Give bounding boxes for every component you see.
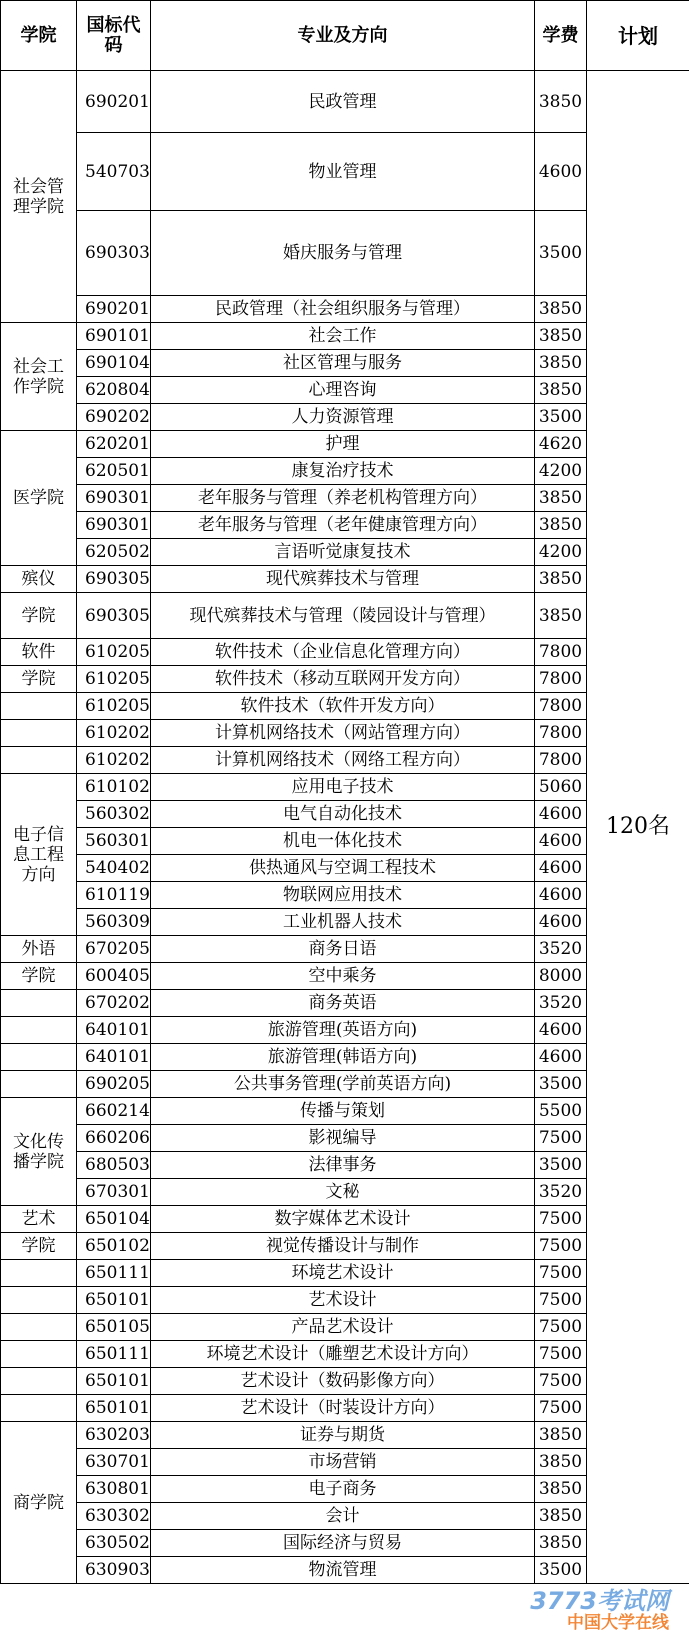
major-cell: 言语听觉康复技术 (151, 539, 535, 566)
header-plan: 计划 (587, 1, 689, 71)
fee-cell: 3850 (535, 71, 587, 133)
major-cell: 视觉传播设计与制作 (151, 1233, 535, 1260)
table-row (1, 593, 689, 639)
major-cell: 物流管理 (151, 1557, 535, 1584)
code-cell: 630502 (77, 1530, 151, 1557)
code-cell: 650105 (77, 1314, 151, 1341)
table-row (1, 963, 689, 990)
fee-cell: 7800 (535, 720, 587, 747)
code-cell: 650101 (77, 1395, 151, 1422)
fee-cell: 3850 (535, 1503, 587, 1530)
school-cell: 社会工作学院 (1, 323, 77, 431)
code-cell: 630302 (77, 1503, 151, 1530)
fee-cell: 7800 (535, 666, 587, 693)
school-cell: 艺术 (1, 1206, 77, 1233)
code-cell: 690305 (77, 593, 151, 639)
major-cell: 社会工作 (151, 323, 535, 350)
school-cell (1, 990, 77, 1017)
fee-cell: 4600 (535, 801, 587, 828)
major-cell: 空中乘务 (151, 963, 535, 990)
plan-total-cell: 120名 (587, 71, 689, 1584)
major-cell: 软件技术（软件开发方向） (151, 693, 535, 720)
table-row (1, 882, 689, 909)
fee-cell: 3520 (535, 936, 587, 963)
table-row (1, 1071, 689, 1098)
school-cell: 软件 (1, 639, 77, 666)
code-cell: 690301 (77, 512, 151, 539)
fee-cell: 3850 (535, 1530, 587, 1557)
table-row (1, 1125, 689, 1152)
major-cell: 护理 (151, 431, 535, 458)
major-cell: 民政管理（社会组织服务与管理） (151, 296, 535, 323)
school-cell (1, 1314, 77, 1341)
fee-cell: 7500 (535, 1125, 587, 1152)
code-cell: 690201 (77, 296, 151, 323)
fee-cell: 4600 (535, 1017, 587, 1044)
major-cell: 软件技术（移动互联网开发方向） (151, 666, 535, 693)
school-cell: 文化传播学院 (1, 1098, 77, 1206)
table-row (1, 1260, 689, 1287)
fee-cell: 4600 (535, 133, 587, 211)
major-cell: 老年服务与管理（老年健康管理方向） (151, 512, 535, 539)
code-cell: 600405 (77, 963, 151, 990)
fee-cell: 3850 (535, 512, 587, 539)
school-cell: 学院 (1, 963, 77, 990)
major-cell: 人力资源管理 (151, 404, 535, 431)
code-cell: 690301 (77, 485, 151, 512)
major-cell: 市场营销 (151, 1449, 535, 1476)
table-row (1, 1206, 689, 1233)
table-row (1, 458, 689, 485)
code-cell: 660206 (77, 1125, 151, 1152)
fee-cell: 4600 (535, 828, 587, 855)
major-cell: 文秘 (151, 1179, 535, 1206)
fee-cell: 4200 (535, 539, 587, 566)
major-cell: 现代殡葬技术与管理 (151, 566, 535, 593)
table-row (1, 720, 689, 747)
table-row (1, 1422, 689, 1449)
code-cell: 630701 (77, 1449, 151, 1476)
school-cell (1, 720, 77, 747)
code-cell: 690205 (77, 1071, 151, 1098)
school-cell: 学院 (1, 1233, 77, 1260)
table-row (1, 512, 689, 539)
code-cell: 560302 (77, 801, 151, 828)
table-row (1, 1341, 689, 1368)
fee-cell: 3500 (535, 1152, 587, 1179)
major-cell: 旅游管理(英语方向) (151, 1017, 535, 1044)
school-cell (1, 1260, 77, 1287)
table-row (1, 1233, 689, 1260)
code-cell: 640101 (77, 1044, 151, 1071)
code-cell: 650101 (77, 1368, 151, 1395)
fee-cell: 3850 (535, 566, 587, 593)
major-cell: 软件技术（企业信息化管理方向） (151, 639, 535, 666)
major-cell: 工业机器人技术 (151, 909, 535, 936)
major-cell: 供热通风与空调工程技术 (151, 855, 535, 882)
fee-cell: 3500 (535, 211, 587, 296)
major-cell: 民政管理 (151, 71, 535, 133)
fee-cell: 7500 (535, 1287, 587, 1314)
major-cell: 电气自动化技术 (151, 801, 535, 828)
major-cell: 机电一体化技术 (151, 828, 535, 855)
table-row (1, 1557, 689, 1584)
header-row (1, 1, 689, 71)
fee-cell: 3850 (535, 1449, 587, 1476)
code-cell: 610202 (77, 747, 151, 774)
major-cell: 现代殡葬技术与管理（陵园设计与管理） (151, 593, 535, 639)
table-row (1, 990, 689, 1017)
major-cell: 商务日语 (151, 936, 535, 963)
table-row (1, 1098, 689, 1125)
table-body (1, 71, 689, 1584)
fee-cell: 3520 (535, 1179, 587, 1206)
code-cell: 610202 (77, 720, 151, 747)
table-row (1, 909, 689, 936)
fee-cell: 4600 (535, 855, 587, 882)
major-cell: 影视编导 (151, 1125, 535, 1152)
table-row (1, 1476, 689, 1503)
fee-cell: 3850 (535, 296, 587, 323)
code-cell: 690101 (77, 323, 151, 350)
major-cell: 电子商务 (151, 1476, 535, 1503)
table-row (1, 666, 689, 693)
school-cell: 学院 (1, 666, 77, 693)
table-row (1, 1530, 689, 1557)
code-cell: 560301 (77, 828, 151, 855)
major-cell: 会计 (151, 1503, 535, 1530)
table-row (1, 774, 689, 801)
code-cell: 690202 (77, 404, 151, 431)
fee-cell: 3850 (535, 1476, 587, 1503)
major-cell: 应用电子技术 (151, 774, 535, 801)
major-cell: 康复治疗技术 (151, 458, 535, 485)
table-row (1, 828, 689, 855)
school-cell (1, 747, 77, 774)
code-cell: 540402 (77, 855, 151, 882)
school-cell (1, 1044, 77, 1071)
fee-cell: 3520 (535, 990, 587, 1017)
fee-cell: 4600 (535, 909, 587, 936)
fee-cell: 7500 (535, 1368, 587, 1395)
table-row (1, 539, 689, 566)
code-cell: 630203 (77, 1422, 151, 1449)
school-cell (1, 1071, 77, 1098)
header-code: 国标代码 (77, 1, 151, 71)
table-row (1, 1314, 689, 1341)
major-cell: 心理咨询 (151, 377, 535, 404)
fee-cell: 7500 (535, 1260, 587, 1287)
major-cell: 国际经济与贸易 (151, 1530, 535, 1557)
school-cell: 医学院 (1, 431, 77, 566)
major-cell: 旅游管理(韩语方向) (151, 1044, 535, 1071)
table-row (1, 133, 689, 211)
table-row (1, 747, 689, 774)
table-row (1, 404, 689, 431)
fee-cell: 3500 (535, 404, 587, 431)
code-cell: 650102 (77, 1233, 151, 1260)
code-cell: 650101 (77, 1287, 151, 1314)
table-row (1, 211, 689, 296)
major-cell: 艺术设计 (151, 1287, 535, 1314)
major-cell: 公共事务管理(学前英语方向) (151, 1071, 535, 1098)
table-row (1, 1044, 689, 1071)
major-cell: 证券与期货 (151, 1422, 535, 1449)
fee-cell: 7500 (535, 1314, 587, 1341)
major-cell: 环境艺术设计 (151, 1260, 535, 1287)
code-cell: 620501 (77, 458, 151, 485)
major-cell: 社区管理与服务 (151, 350, 535, 377)
code-cell: 670301 (77, 1179, 151, 1206)
fee-cell: 7500 (535, 1341, 587, 1368)
code-cell: 610205 (77, 666, 151, 693)
major-cell: 计算机网络技术（网站管理方向） (151, 720, 535, 747)
fee-cell: 7500 (535, 1395, 587, 1422)
code-cell: 610205 (77, 693, 151, 720)
code-cell: 630801 (77, 1476, 151, 1503)
table-row (1, 1287, 689, 1314)
major-cell: 环境艺术设计（雕塑艺术设计方向） (151, 1341, 535, 1368)
code-cell: 620502 (77, 539, 151, 566)
fee-cell: 3850 (535, 485, 587, 512)
table-row (1, 377, 689, 404)
code-cell: 620201 (77, 431, 151, 458)
watermark (530, 1587, 669, 1634)
code-cell: 610119 (77, 882, 151, 909)
code-cell: 650111 (77, 1260, 151, 1287)
major-cell: 艺术设计（数码影像方向） (151, 1368, 535, 1395)
school-cell (1, 1287, 77, 1314)
code-cell: 690104 (77, 350, 151, 377)
table-row (1, 1395, 689, 1422)
major-cell: 艺术设计（时装设计方向） (151, 1395, 535, 1422)
fee-cell: 7800 (535, 693, 587, 720)
fee-cell: 4600 (535, 882, 587, 909)
code-cell: 660214 (77, 1098, 151, 1125)
table-row (1, 1152, 689, 1179)
header-school: 学院 (1, 1, 77, 71)
school-cell (1, 693, 77, 720)
major-cell: 商务英语 (151, 990, 535, 1017)
school-cell (1, 1017, 77, 1044)
table-row (1, 639, 689, 666)
code-cell: 650111 (77, 1341, 151, 1368)
school-cell: 电子信息工程方向 (1, 774, 77, 936)
fee-cell: 3850 (535, 593, 587, 639)
fee-cell: 4620 (535, 431, 587, 458)
watermark-line1: 3773考试网 (530, 1587, 669, 1615)
fee-cell: 7800 (535, 639, 587, 666)
fee-cell: 5500 (535, 1098, 587, 1125)
fee-cell: 8000 (535, 963, 587, 990)
major-cell: 法律事务 (151, 1152, 535, 1179)
table-row (1, 855, 689, 882)
school-cell (1, 1395, 77, 1422)
table-row (1, 323, 689, 350)
fee-cell: 3500 (535, 1071, 587, 1098)
table-row (1, 566, 689, 593)
fee-cell: 7500 (535, 1233, 587, 1260)
code-cell: 610205 (77, 639, 151, 666)
header-major: 专业及方向 (151, 1, 535, 71)
fee-cell: 3850 (535, 323, 587, 350)
school-cell: 外语 (1, 936, 77, 963)
code-cell: 690303 (77, 211, 151, 296)
table-row (1, 350, 689, 377)
table-row (1, 296, 689, 323)
table-row (1, 1503, 689, 1530)
table-row (1, 485, 689, 512)
table-row (1, 1017, 689, 1044)
code-cell: 670205 (77, 936, 151, 963)
major-cell: 产品艺术设计 (151, 1314, 535, 1341)
school-cell: 商学院 (1, 1422, 77, 1584)
fee-cell: 3850 (535, 1422, 587, 1449)
table-row (1, 71, 689, 133)
table-row (1, 693, 689, 720)
table-row (1, 936, 689, 963)
watermark-line2: 中国大学在线 (567, 1613, 669, 1633)
major-cell: 老年服务与管理（养老机构管理方向） (151, 485, 535, 512)
code-cell: 690305 (77, 566, 151, 593)
code-cell: 650104 (77, 1206, 151, 1233)
major-cell: 物业管理 (151, 133, 535, 211)
code-cell: 630903 (77, 1557, 151, 1584)
school-cell: 社会管理学院 (1, 71, 77, 323)
fee-cell: 3850 (535, 350, 587, 377)
code-cell: 680503 (77, 1152, 151, 1179)
table-row (1, 431, 689, 458)
header-fee: 学费 (535, 1, 587, 71)
fee-cell: 5060 (535, 774, 587, 801)
major-cell: 婚庆服务与管理 (151, 211, 535, 296)
fee-cell: 4600 (535, 1044, 587, 1071)
school-cell: 殡仪 (1, 566, 77, 593)
table-row (1, 1368, 689, 1395)
fee-cell: 7800 (535, 747, 587, 774)
code-cell: 640101 (77, 1017, 151, 1044)
code-cell: 610102 (77, 774, 151, 801)
school-cell: 学院 (1, 593, 77, 639)
major-cell: 传播与策划 (151, 1098, 535, 1125)
fee-cell: 3500 (535, 1557, 587, 1584)
major-cell: 数字媒体艺术设计 (151, 1206, 535, 1233)
code-cell: 690201 (77, 71, 151, 133)
major-cell: 计算机网络技术（网络工程方向） (151, 747, 535, 774)
code-cell: 560309 (77, 909, 151, 936)
fee-cell: 7500 (535, 1206, 587, 1233)
code-cell: 670202 (77, 990, 151, 1017)
fee-cell: 4200 (535, 458, 587, 485)
table-row (1, 801, 689, 828)
table-row (1, 1449, 689, 1476)
code-cell: 620804 (77, 377, 151, 404)
code-cell: 540703 (77, 133, 151, 211)
school-cell (1, 1368, 77, 1395)
table-row (1, 1179, 689, 1206)
fee-cell: 3850 (535, 377, 587, 404)
major-cell: 物联网应用技术 (151, 882, 535, 909)
school-cell (1, 1341, 77, 1368)
